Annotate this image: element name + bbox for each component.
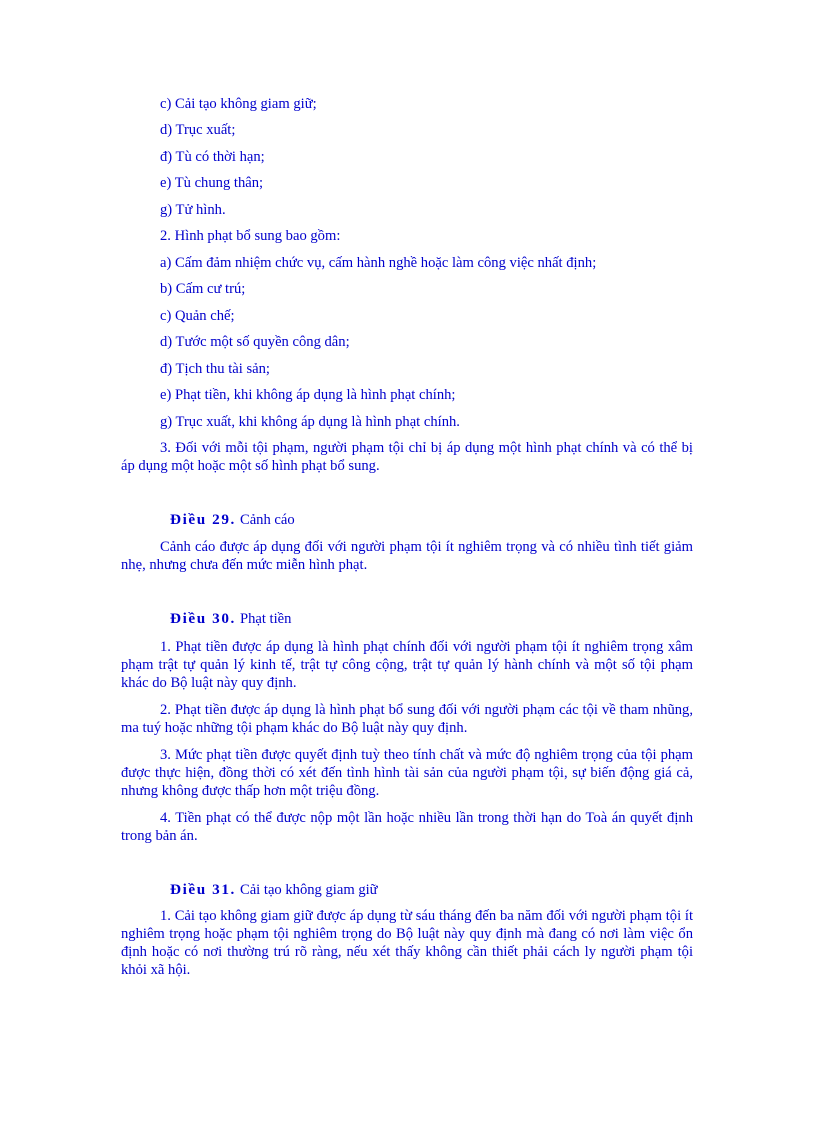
article-title: Cải tạo không giam giữ xyxy=(239,882,378,898)
paragraph: 1. Phạt tiền được áp dụng là hình phạt chính đối với người phạm tội ít nghiêm trọng xâm phạm trật tự quản lý kinh tế, trật tự công cộng, trật tự quản lý hành chính và một số tội phạm khác do Bộ luật này quy định. xyxy=(121,639,693,691)
list-item: g) Tử hình. xyxy=(160,202,226,218)
list-item: 2. Hình phạt bổ sung bao gồm: xyxy=(160,228,341,244)
article-title: Phạt tiền xyxy=(239,611,292,627)
article-number: Điều 31. xyxy=(170,881,236,898)
list-item: c) Cải tạo không giam giữ; xyxy=(160,96,317,112)
list-item: c) Quản chế; xyxy=(160,308,235,324)
list-item: b) Cấm cư trú; xyxy=(160,281,246,297)
paragraph: 2. Phạt tiền được áp dụng là hình phạt bổ sung đối với người phạm các tội về tham nhũng, ma tuý hoặc những tội phạm khác do Bộ luật này quy định. xyxy=(121,702,693,736)
article-title: Cảnh cáo xyxy=(239,512,295,528)
article-number: Điều 30. xyxy=(170,610,236,627)
list-item: đ) Tịch thu tài sản; xyxy=(160,361,270,377)
list-item: e) Tù chung thân; xyxy=(160,175,264,191)
article-heading xyxy=(170,510,295,530)
article-heading xyxy=(170,609,291,629)
list-item: d) Trục xuất; xyxy=(160,122,236,138)
paragraph: 3. Đối với mỗi tội phạm, người phạm tội chỉ bị áp dụng một hình phạt chính và có thể bị áp dụng một hoặc một số hình phạt bổ sung. xyxy=(121,440,693,474)
paragraph: Cảnh cáo được áp dụng đối với người phạm tội ít nghiêm trọng và có nhiều tình tiết giảm nhẹ, nhưng chưa đến mức miễn hình phạt. xyxy=(121,539,693,573)
article-number: Điều 29. xyxy=(170,511,236,528)
list-item: đ) Tù có thời hạn; xyxy=(160,149,265,165)
paragraph: 1. Cải tạo không giam giữ được áp dụng từ sáu tháng đến ba năm đối với người phạm tội ít nghiêm trọng hoặc phạm tội nghiêm trọng do Bộ luật này quy định mà đang có nơi làm việc ổn định hoặc có nơi thường trú rõ ràng, nếu xét thấy không cần thiết phải cách ly người phạm tội khỏi xã hội. xyxy=(121,908,693,978)
list-item: e) Phạt tiền, khi không áp dụng là hình phạt chính; xyxy=(160,387,456,403)
list-item: d) Tước một số quyền công dân; xyxy=(160,334,350,350)
list-item: a) Cấm đảm nhiệm chức vụ, cấm hành nghề hoặc làm công việc nhất định; xyxy=(160,255,597,271)
list-item: g) Trục xuất, khi không áp dụng là hình phạt chính. xyxy=(160,414,460,430)
paragraph: 3. Mức phạt tiền được quyết định tuỳ theo tính chất và mức độ nghiêm trọng của tội phạm được thực hiện, đồng thời có xét đến tình hình tài sản của người phạm tội, sự biến động giá cả, nhưng không được thấp hơn một triệu đồng. xyxy=(121,747,693,799)
article-heading xyxy=(170,880,378,900)
paragraph: 4. Tiền phạt có thể được nộp một lần hoặc nhiều lần trong thời hạn do Toà án quyết định trong bản án. xyxy=(121,810,693,844)
